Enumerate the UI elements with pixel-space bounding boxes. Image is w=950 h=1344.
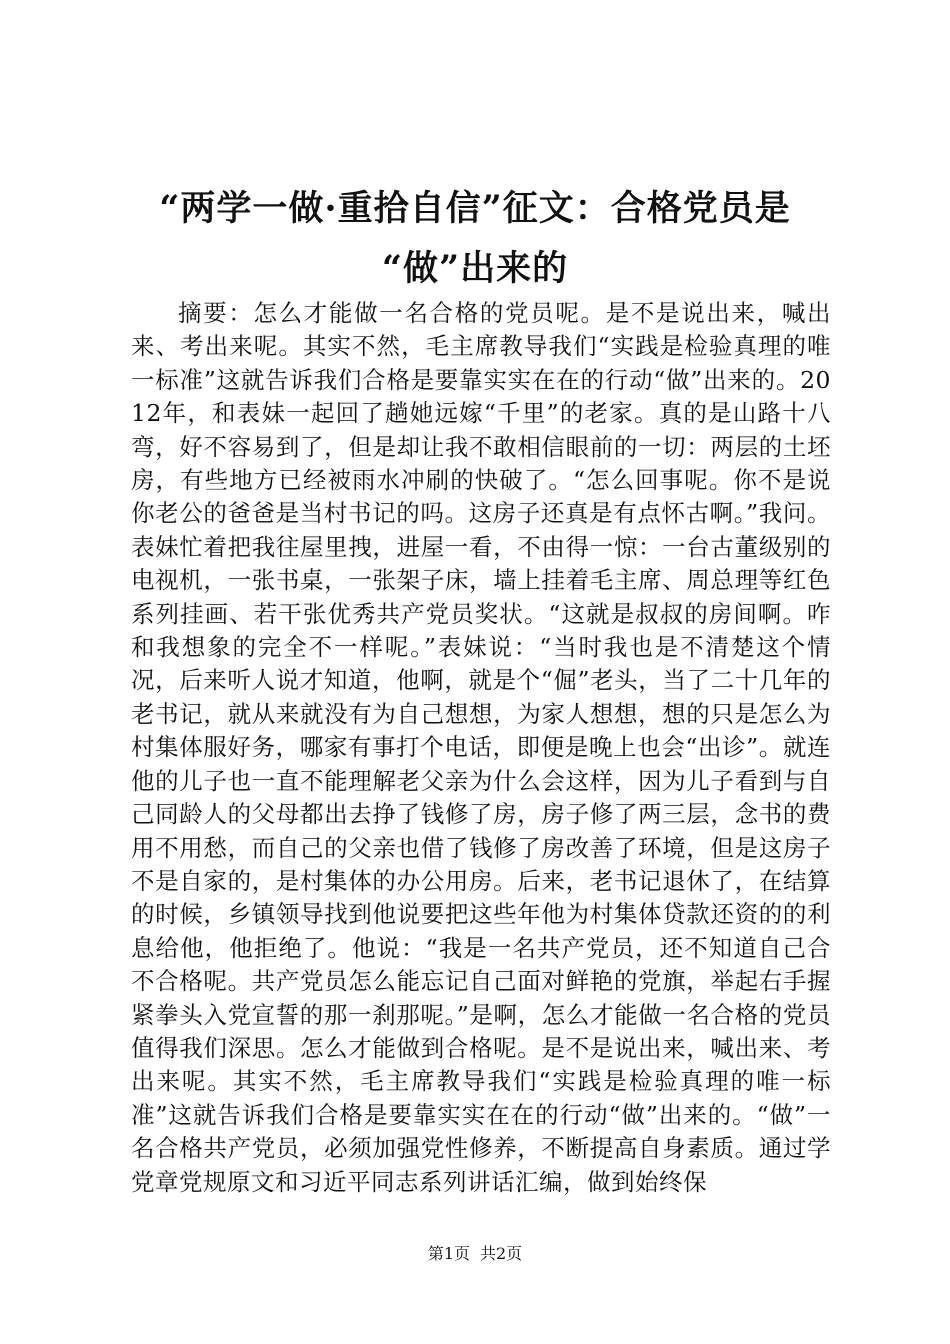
- page-footer: [0, 1244, 950, 1264]
- document-title-line-2: “做”出来的: [381, 248, 569, 289]
- document-title-line-1: “两学一做·重拾自信”征文：合格党员是: [159, 188, 791, 229]
- document-body-paragraph: 摘要：怎么才能做一名合格的党员呢。是不是说出来，喊出来、考出来呢。其实不然，毛主席教导我们“实践是检验真理的唯一标准”这就告诉我们合格是要靠实实在在的行动“做”出来的。2012年，和表妹一起回了趟她远嫁“千里”的老家。真的是山路十八弯，好不容易到了，但是却让我不敢相信眼前的一切：两层的土坯房，有些地方已经被雨水冲刷的快破了。“怎么回事呢。你不是说你老公的爸爸是当村书记的吗。这房子还真是有点怀古啊。”我问。表妹忙着把我往屋里拽，进屋一看，不由得一惊：一台古董级别的电视机，一张书桌，一张架子床，墙上挂着毛主席、周总理等红色系列挂画、若干张优秀共产党员奖状。“这就是叔叔的房间啊。咋和我想象的完全不一样呢。”表妹说：“当时我也是不清楚这个情况，后来听人说才知道，他啊，就是个“倔”老头，当了二十几年的老书记，就从来就没有为自己想想，为家人想想，想的只是怎么为村集体服好务，哪家有事打个电话，即便是晚上也会“出诊”。就连他的儿子也一直不能理解老父亲为什么会这样，因为儿子看到与自己同龄人的父母都出去挣了钱修了房，房子修了两三层，念书的费用不用愁，而自己的父亲也借了钱修了房改善了环境，但是这房子不是自家的，是村集体的办公用房。后来，老书记退休了，在结算的时候，乡镇领导找到他说要把这些年他为村集体贷款还资的的利息给他，他拒绝了。他说：“我是一名共产党员，还不知道自己合不合格呢。共产党员怎么能忘记自己面对鲜艳的党旗，举起右手握紧拳头入党宣誓的那一刹那呢。”是啊，怎么才能做一名合格的党员值得我们深思。怎么才能做到合格呢。是不是说出来，喊出来、考出来呢。其实不然，毛主席教导我们“实践是检验真理的唯一标准”这就告诉我们合格是要靠实实在在的行动“做”出来的。“做”一名合格共产党员，必须加强党性修养，不断提高自身素质。通过学党章党规原文和习近平同志系列讲话汇编，做到始终保: [131, 299, 831, 1196]
- page-number-total: 共2页: [480, 1244, 523, 1263]
- page-number-current: 第1页: [427, 1244, 470, 1263]
